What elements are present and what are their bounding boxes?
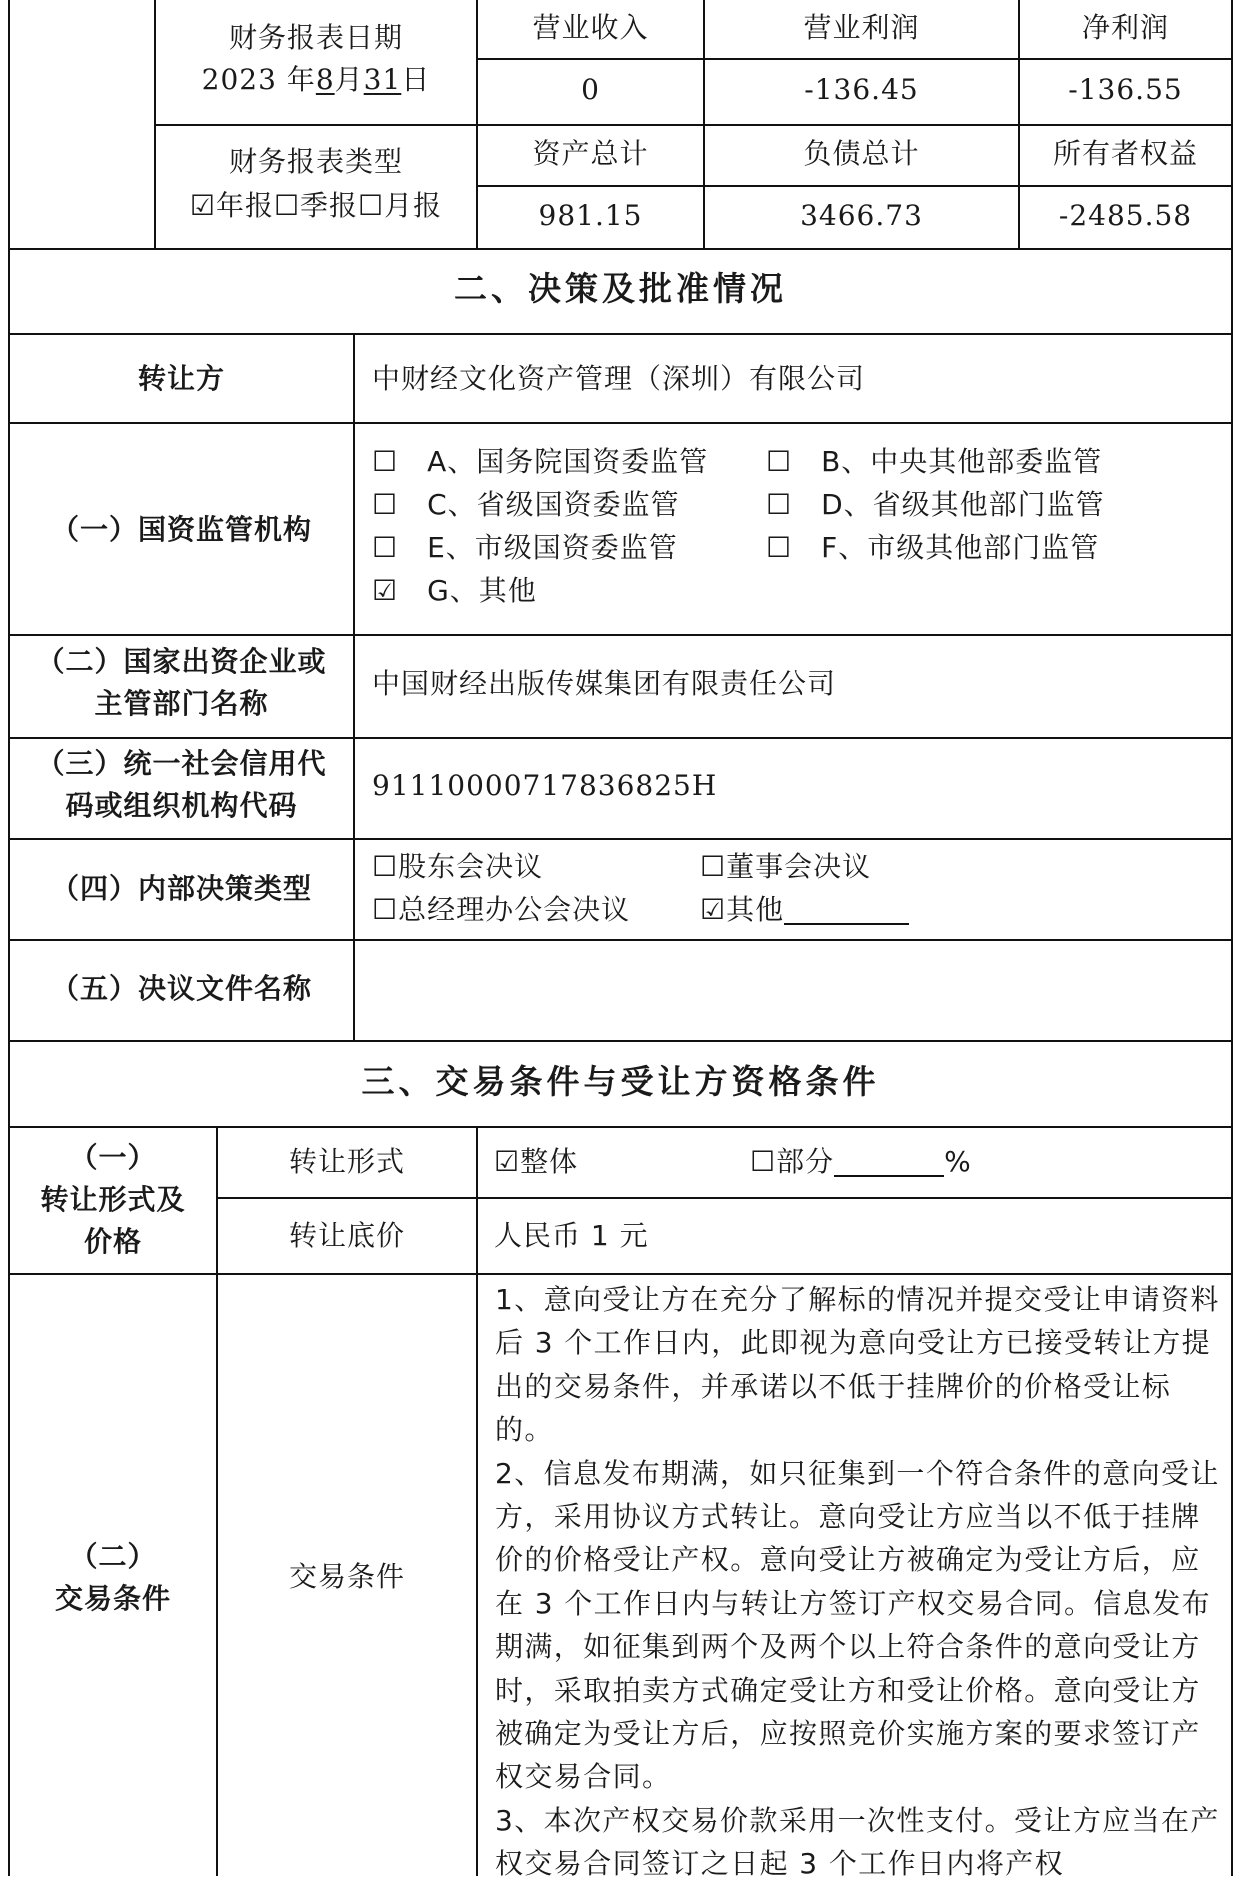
- regulator-option-d[interactable]: ☐ D、省级其他部门监管: [766, 488, 1105, 521]
- header-operating-profit: 营业利润: [803, 11, 920, 44]
- regulator-option-b[interactable]: ☐ B、中央其他部委监管: [766, 445, 1103, 478]
- regulator-option-e[interactable]: ☐ E、市级国资委监管: [372, 531, 678, 564]
- credit-value: 91110000717836825H: [372, 769, 718, 802]
- finance-date-day: 31: [363, 63, 402, 96]
- grid-line: [8, 634, 1233, 636]
- form-group-label-3: 价格: [83, 1225, 142, 1258]
- section3-title: 三、交易条件与受让方资格条件: [361, 1062, 880, 1101]
- transfer-form-whole[interactable]: ☑整体: [494, 1145, 579, 1178]
- header-total-liabilities: 负债总计: [803, 137, 920, 170]
- regulator-label: （一）国资监管机构: [50, 513, 312, 546]
- grid-line: [8, 422, 1233, 424]
- section2-title: 二、决策及批准情况: [454, 269, 787, 308]
- regulator-option-a[interactable]: ☐ A、国务院国资委监管: [372, 445, 709, 478]
- base-price-value: 人民币 1 元: [494, 1219, 649, 1252]
- grid-line: [8, 838, 1233, 840]
- value-revenue: 0: [581, 73, 600, 106]
- conditions-group-label-1: （二）: [69, 1540, 157, 1573]
- finance-date-year: 2023 年: [201, 63, 316, 96]
- decision-other-blank[interactable]: [784, 923, 909, 925]
- decision-option-other[interactable]: [700, 890, 909, 930]
- grid-line: [8, 248, 1233, 250]
- grid-line: [476, 185, 1233, 187]
- transfer-form-part-blank[interactable]: [834, 1175, 944, 1177]
- header-revenue: 营业收入: [532, 11, 649, 44]
- transfer-form-label: 转让形式: [288, 1145, 405, 1178]
- resolution-label: （五）决议文件名称: [50, 972, 312, 1005]
- grid-line: [8, 1273, 1233, 1275]
- grid-line: [8, 1126, 1233, 1128]
- credit-label-line1: （三）统一社会信用代: [36, 747, 327, 780]
- finance-date-month-suffix: 月: [334, 63, 364, 96]
- finance-date-value: [156, 60, 476, 100]
- value-total-assets: 981.15: [538, 199, 643, 232]
- grid-line: [353, 333, 355, 1042]
- conditions-label: 交易条件: [288, 1560, 405, 1593]
- transfer-form-part[interactable]: [750, 1142, 972, 1182]
- conditions-paragraph-2: 2、信息发布期满，如只征集到一个符合条件的意向受让方，采用协议方式转让。意向受让方应当以不低于挂牌价的价格受让产权。意向受让方被确定为受让方后，应在 3 个工作日内与转让方签订产权交易合同。信息发布期满，如征集到两个及两个以上符合条件的意向受让方时，采取拍卖方式确定受让方和受让价格。意向受让方被确定为受让方后，应按照竞价实施方案的要求签订产权交易合同。: [495, 1456, 1220, 1794]
- credit-label-line2: 码或组织机构代码: [65, 789, 298, 822]
- base-price-label: 转让底价: [288, 1219, 405, 1252]
- grid-line: [8, 1040, 1233, 1042]
- regulator-option-g[interactable]: ☑ G、其他: [372, 574, 537, 607]
- grid-line: [476, 58, 1233, 60]
- decision-option-gm-office[interactable]: ☐总经理办公会决议: [372, 893, 631, 926]
- grid-line: [476, 1126, 478, 1876]
- grid-line: [8, 939, 1233, 941]
- transfer-form-part-label: ☐部分: [750, 1145, 835, 1178]
- value-net-profit: -136.55: [1068, 73, 1183, 106]
- decision-label: （四）内部决策类型: [50, 872, 312, 905]
- grid-line: [8, 333, 1233, 335]
- finance-date-month: 8: [315, 63, 335, 96]
- finance-type-options: ☑年报☐季报☐月报: [189, 189, 443, 222]
- conditions-group-label-2: 交易条件: [54, 1582, 171, 1615]
- regulator-option-f[interactable]: ☐ F、市级其他部门监管: [766, 531, 1100, 564]
- header-owners-equity: 所有者权益: [1052, 137, 1198, 170]
- transferor-label: 转让方: [137, 362, 225, 395]
- conditions-paragraph-1: 1、意向受让方在充分了解标的情况并提交受让申请资料后 3 个工作日内，此即视为意向受让方已接受转让方提出的交易条件，并承诺以不低于挂牌价的价格受让标的。: [495, 1283, 1220, 1447]
- value-operating-profit: -136.45: [804, 73, 919, 106]
- decision-option-other-label: ☑其他: [700, 893, 785, 926]
- finance-date-day-suffix: 日: [401, 63, 431, 96]
- finance-date-label: 财务报表日期: [228, 21, 403, 54]
- form-group-label-1: （一）: [69, 1141, 157, 1174]
- enterprise-label-line1: （二）国家出资企业或: [36, 645, 327, 678]
- finance-type-label: 财务报表类型: [228, 145, 403, 178]
- transfer-form-part-percent: %: [944, 1145, 972, 1178]
- form-group-label-2: 转让形式及: [40, 1183, 186, 1216]
- header-net-profit: 净利润: [1081, 11, 1169, 44]
- decision-option-shareholders[interactable]: ☐股东会决议: [372, 850, 544, 883]
- grid-line: [154, 124, 1233, 126]
- value-owners-equity: -2485.58: [1058, 199, 1193, 232]
- table-border-right: [1231, 0, 1233, 1876]
- decision-option-board[interactable]: ☐董事会决议: [700, 850, 872, 883]
- conditions-paragraph-3: 3、本次产权交易价款采用一次性支付。受让方应当在产权交易合同签订之日起 3 个工作日内将产权: [495, 1803, 1220, 1881]
- grid-line: [216, 1197, 1233, 1199]
- regulator-option-c[interactable]: ☐ C、省级国资委监管: [372, 488, 680, 521]
- value-total-liabilities: 3466.73: [800, 199, 923, 232]
- header-total-assets: 资产总计: [532, 137, 649, 170]
- grid-line: [8, 737, 1233, 739]
- transferor-value: 中财经文化资产管理（深圳）有限公司: [372, 362, 866, 395]
- conditions-text: [495, 1278, 1220, 1886]
- enterprise-value: 中国财经出版传媒集团有限责任公司: [372, 667, 837, 700]
- enterprise-label-line2: 主管部门名称: [94, 687, 269, 720]
